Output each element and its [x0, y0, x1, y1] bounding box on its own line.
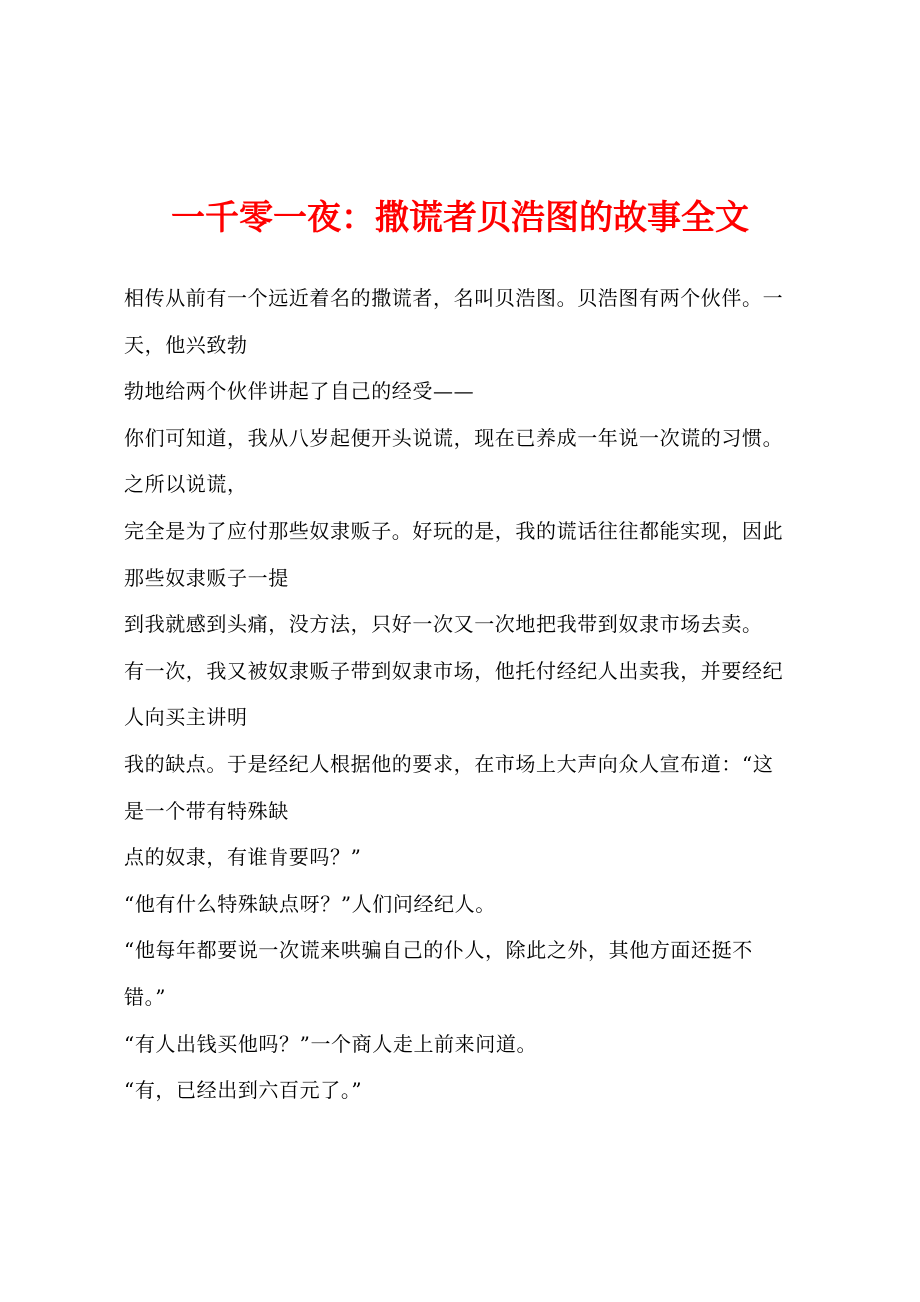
paragraph-line: 天，他兴致勃: [124, 332, 248, 357]
paragraph-line: 人向买主讲明: [124, 705, 248, 730]
paragraph-line: 之所以说谎，: [124, 472, 248, 497]
document-title: 一千零一夜：撒谎者贝浩图的故事全文: [171, 198, 749, 238]
paragraph-line: 你们可知道，我从八岁起便开头说谎，现在已养成一年说一次谎的习惯。: [124, 425, 784, 450]
paragraph-line: 点的奴隶，有谁肯要吗？”: [124, 845, 362, 870]
paragraph-line: 到我就感到头痛，没方法，只好一次又一次地把我带到奴隶市场去卖。: [124, 612, 763, 637]
paragraph-line: “有，已经出到六百元了。”: [124, 1078, 363, 1103]
paragraph-line: “他每年都要说一次谎来哄骗自己的仆人，除此之外，其他方面还挺不: [124, 938, 753, 963]
paragraph-line: “有人出钱买他吗？”一个商人走上前来问道。: [124, 1031, 538, 1056]
paragraph-line: 勃地给两个伙伴讲起了自己的经受——: [124, 379, 475, 404]
paragraph-line: 是一个带有特殊缺: [124, 798, 289, 823]
paragraph-line: 错。”: [124, 984, 167, 1009]
paragraph-line: 有一次，我又被奴隶贩子带到奴隶市场，他托付经纪人出卖我，并要经纪: [124, 658, 784, 683]
paragraph-line: 相传从前有一个远近着名的撒谎者，名叫贝浩图。贝浩图有两个伙伴。一: [124, 286, 784, 310]
paragraph-line: 那些奴隶贩子一提: [124, 565, 289, 590]
paragraph-line: “他有什么特殊缺点呀？”人们问经纪人。: [124, 891, 496, 916]
paragraph-line: 完全是为了应付那些奴隶贩子。好玩的是，我的谎话往往都能实现，因此: [124, 518, 784, 543]
document-body: [124, 278, 844, 1117]
paragraph-line: 我的缺点。于是经纪人根据他的要求，在市场上大声向众人宣布道：“这: [124, 751, 774, 776]
